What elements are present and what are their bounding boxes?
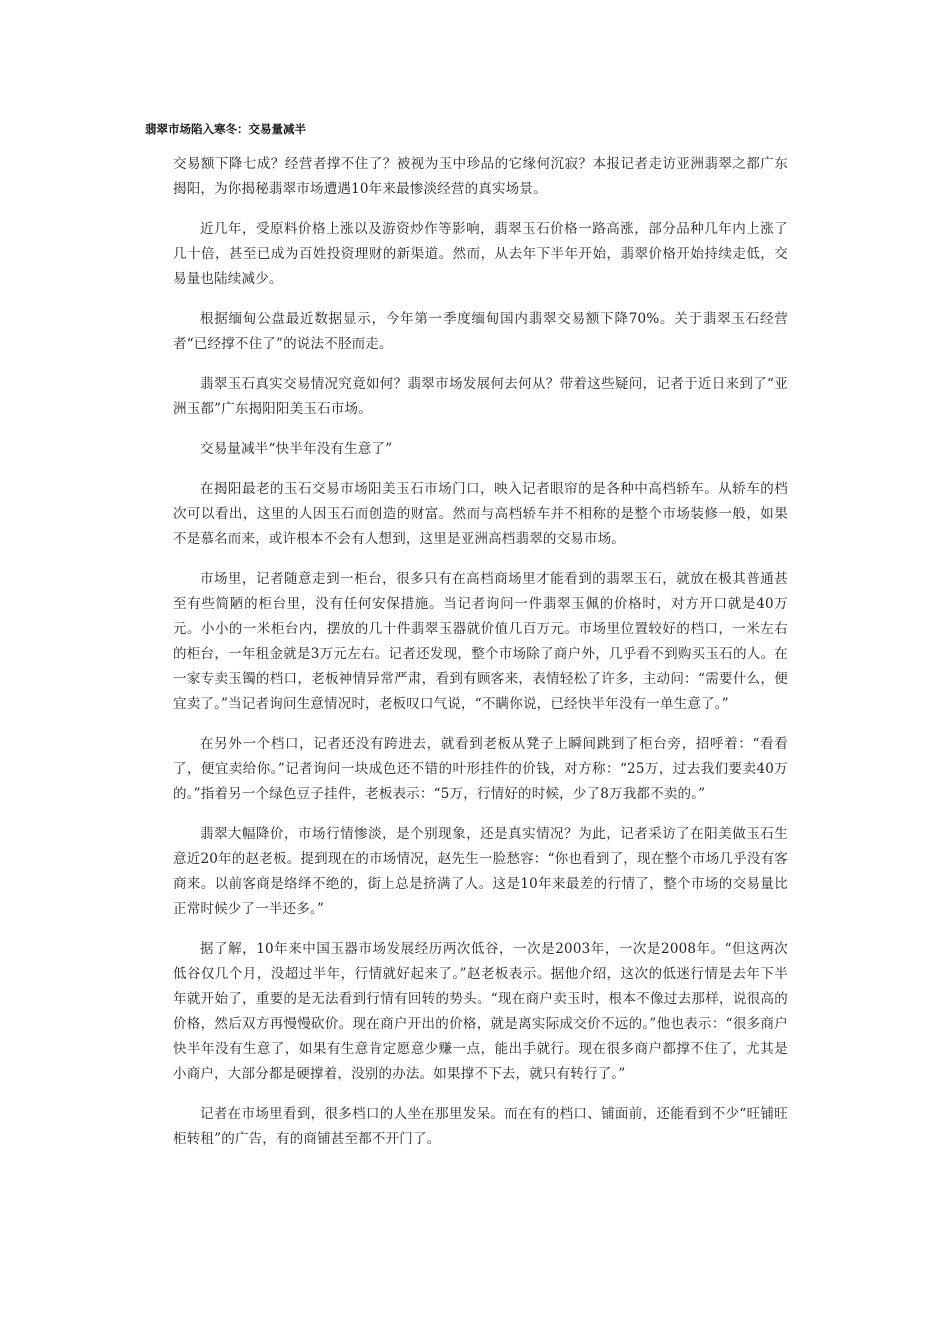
paragraph: 根据缅甸公盘最近数据显示，今年第一季度缅甸国内翡翠交易额下降70%。关于翡翠玉石经营者“已经撑不住了”的说法不胫而走。 (173, 311, 788, 352)
paragraph: 翡翠大幅降价，市场行情惨淡，是个别现象，还是真实情况？为此，记者采访了在阳美做玉石生意近20年的赵老板。提到现在的市场情况，赵先生一脸愁容：“你也看到了，现在整个市场几乎没有客商来。以前客商是络绎不绝的，街上总是挤满了人。这是10年来最差的行情了，整个市场的交易量比正常时候少了一半还多。” (173, 826, 788, 917)
paragraph: 近几年，受原料价格上涨以及游资炒作等影响，翡翠玉石价格一路高涨，部分品种几年内上涨了几十倍，甚至已成为百姓投资理财的新渠道。然而，从去年下半年开始，翡翠价格开始持续走低，交易量也陆续减少。 (173, 221, 788, 287)
paragraph: 市场里，记者随意走到一柜台，很多只有在高档商场里才能看到的翡翠玉石，就放在极其普通甚至有些简陋的柜台里，没有任何安保措施。当记者询问一件翡翠玉佩的价格时，对方开口就是40万元。小小的一米柜台内，摆放的几十件翡翠玉器就价值几百万元。市场里位置较好的档口，一米左右的柜台，一年租金就是3万元左右。记者还发现，整个市场除了商户外，几乎看不到购买玉石的人。在一家专卖玉镯的档口，老板神情异常严肃，看到有顾客来，表情轻松了许多，主动问：“需要什么，便宜卖了。”当记者询问生意情况时，老板叹口气说，“不瞒你说，已经快半年没有一单生意了。” (173, 571, 788, 712)
paragraph: 在揭阳最老的玉石交易市场阳美玉石市场门口，映入记者眼帘的是各种中高档轿车。从轿车的档次可以看出，这里的人因玉石而创造的财富。然而与高档轿车并不相称的是整个市场装修一般，如果不是慕名而来，或许根本不会有人想到，这里是亚洲高档翡翠的交易市场。 (173, 481, 788, 547)
paragraph: 翡翠玉石真实交易情况究竟如何？翡翠市场发展何去何从？带着这些疑问，记者于近日来到了“亚洲玉都”广东揭阳阳美玉石市场。 (173, 376, 788, 417)
paragraph: 在另外一个档口，记者还没有跨进去，就看到老板从凳子上瞬间跳到了柜台旁，招呼着：“看看了，便宜卖给你。”记者询问一块成色还不错的叶形挂件的价钱，对方称：“25万，过去我们要卖40万的。”指着另一个绿色豆子挂件，老板表示：“5万，行情好的时候，少了8万我都不卖的。” (173, 736, 788, 802)
section-subheading: 交易量减半“快半年没有生意了” (200, 441, 393, 457)
article-title: 翡翠市场陷入寒冬：交易量减半 (145, 122, 306, 136)
paragraph: 据了解，10年来中国玉器市场发展经历两次低谷，一次是2003年，一次是2008年。“但这两次低谷仅几个月，没超过半年，行情就好起来了。”赵老板表示。据他介绍，这次的低迷行情是去年下半年就开始了，重要的是无法看到行情有回转的势头。“现在商户卖玉时，根本不像过去那样，说很高的价格，然后双方再慢慢砍价。现在商户开出的价格，就是离实际成交价不远的。”他也表示：“很多商户快半年没有生意了，如果有生意肯定愿意少赚一点，能出手就行。现在很多商户都撑不住了，尤其是小商户，大部分都是硬撑着，没别的办法。如果撑不下去，就只有转行了。” (173, 941, 788, 1082)
paragraph: 交易额下降七成？经营者撑不住了？被视为玉中珍品的它缘何沉寂？本报记者走访亚洲翡翠之都广东揭阳，为你揭秘翡翠市场遭遇10年来最惨淡经营的真实场景。 (173, 156, 788, 197)
article-body (173, 152, 788, 1167)
paragraph: 记者在市场里看到，很多档口的人坐在那里发呆。而在有的档口、铺面前，还能看到不少“旺铺旺柜转租”的广告，有的商铺甚至都不开门了。 (173, 1106, 788, 1147)
